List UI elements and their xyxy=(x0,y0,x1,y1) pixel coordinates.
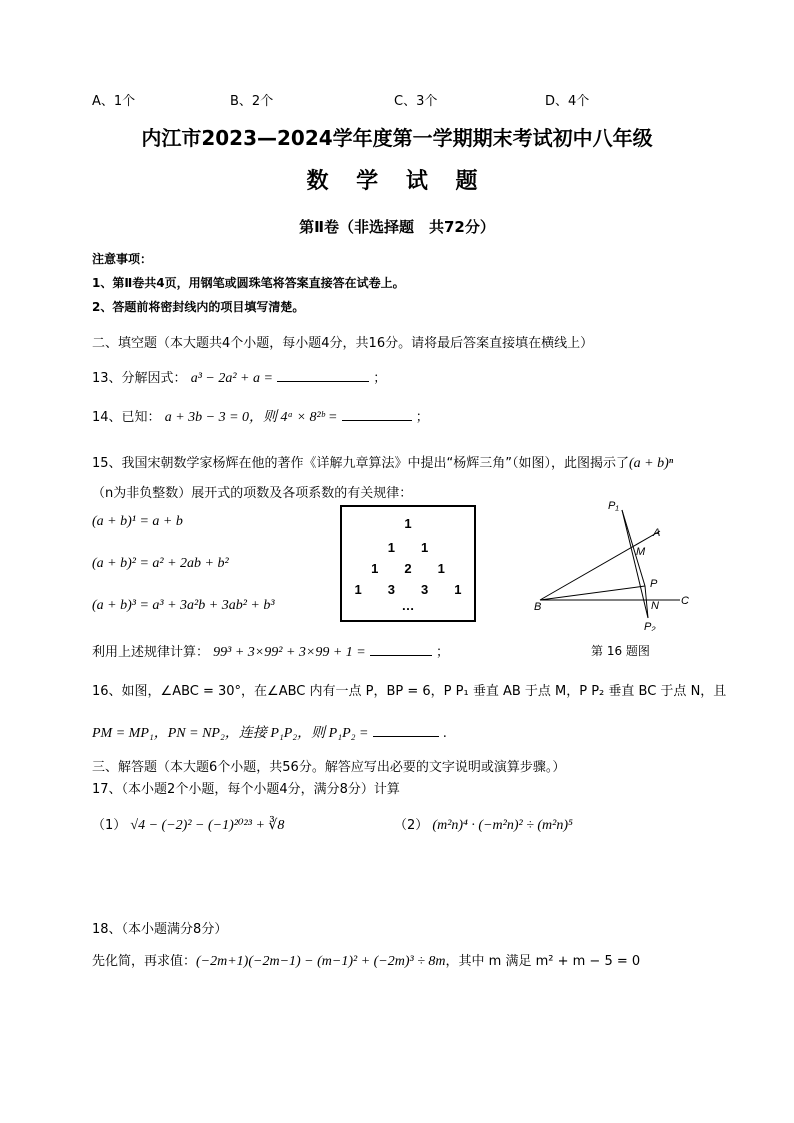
label-p1: P₁ xyxy=(608,500,619,512)
q16-label: 16、如图， xyxy=(92,684,161,699)
q18-text-a: 先化简，再求值： xyxy=(92,954,197,969)
q13-answer-blank[interactable] xyxy=(277,367,369,382)
q15-answer-blank[interactable] xyxy=(370,641,432,656)
label-a: A xyxy=(653,527,661,539)
q13-expression: a³ − 2a² + a = xyxy=(190,371,273,386)
triangle-row-1: 1 xyxy=(404,516,412,531)
triangle-row-5: … xyxy=(401,598,415,613)
q18-expression: (−2m+1)(−2m−1) − (m−1)² + (−2m)³ ÷ 8m xyxy=(196,954,446,969)
question-16-line-1 xyxy=(92,680,726,699)
label-n: N xyxy=(651,600,659,612)
q18-problem xyxy=(92,950,640,970)
figure-16-caption: 第 16 题图 xyxy=(591,644,650,658)
q18-heading: 18、（本小题满分8分） xyxy=(92,922,228,937)
q15-line-2: （n为非负整数）展开式的项数及各项系数的有关规律： xyxy=(92,486,413,501)
q15-end: ； xyxy=(436,645,450,660)
q17-part-2-label: （2） xyxy=(394,818,429,833)
notice-item-2: 2、答题前将密封线内的项目填写清楚。 xyxy=(92,300,305,314)
label-c: C xyxy=(681,595,689,607)
q15-text: 15、我国宋朝数学家杨辉在他的著作《详解九章算法》中提出“杨辉三角”（如图），此图揭示了 xyxy=(92,456,630,471)
q14-label: 14、已知： xyxy=(92,410,161,425)
q15-calc-expression: 99³ + 3×99² + 3×99 + 1 = xyxy=(213,645,366,660)
q16-end: . xyxy=(442,726,447,741)
q17-part-1-label: （1） xyxy=(92,818,127,833)
label-p: P xyxy=(650,578,658,590)
q13-label: 13、分解因式： xyxy=(92,371,187,386)
part-title: 第Ⅱ卷（非选择题 共72分） xyxy=(299,218,495,236)
option-b: B、2个 xyxy=(230,94,274,109)
q16-text: ∠ABC = 30°，在∠ABC 内有一点 P，BP = 6，P P₁ 垂直 AB 于点 M，P P₂ 垂直 BC 于点 N，且 xyxy=(160,684,727,699)
q14-end: ； xyxy=(415,410,429,425)
q14-expression: a + 3b − 3 = 0，则 4ᵃ × 8²ᵇ = xyxy=(164,410,338,425)
q15-equation-3: (a + b)³ = a³ + 3a²b + 3ab² + b³ xyxy=(92,598,275,613)
q18-text-b: ，其中 m 满足 m² + m − 5 = 0 xyxy=(445,954,641,969)
question-16-line-2 xyxy=(92,722,447,742)
q17-part-2 xyxy=(394,814,573,834)
notice-item-1: 1、第Ⅱ卷共4页，用钢笔或圆珠笔将答案直接答在试卷上。 xyxy=(92,276,405,290)
segment-bp xyxy=(540,586,645,600)
q14-answer-blank[interactable] xyxy=(342,406,412,421)
q17-part-1 xyxy=(92,814,284,834)
section-2-heading: 二、填空题（本大题共4个小题，每小题4分，共16分。请将最后答案直接填在横线上） xyxy=(92,336,594,351)
q16-line-2-text: PM = MP₁，PN = NP₂，连接 P₁P₂，则 P₁P₂ = xyxy=(92,726,369,741)
triangle-row-4: 1 3 3 1 xyxy=(354,582,462,597)
ray-ba xyxy=(540,531,660,600)
segment-p1-p2 xyxy=(622,510,648,618)
question-13 xyxy=(92,367,386,387)
question-14 xyxy=(92,406,429,426)
label-p2: P₂ xyxy=(644,621,656,631)
option-a: A、1个 xyxy=(92,94,136,109)
yang-hui-triangle-box xyxy=(340,505,476,622)
q15-calc-label: 利用上述规律计算： xyxy=(92,645,210,660)
label-b: B xyxy=(534,601,542,613)
q17-heading: 17、（本小题2个小题，每个小题4分，满分8分）计算 xyxy=(92,782,400,797)
question-15-line-1 xyxy=(92,452,673,472)
q15-equation-1: (a + b)¹ = a + b xyxy=(92,514,183,529)
subject-title: 数 学 试 题 xyxy=(306,169,488,194)
q17-part-2-expression: (m²n)⁴ · (−m²n)² ÷ (m²n)⁵ xyxy=(432,818,573,833)
option-d: D、4个 xyxy=(545,94,590,109)
notice-heading: 注意事项： xyxy=(92,252,153,266)
q16-answer-blank[interactable] xyxy=(373,722,439,737)
triangle-row-2: 1 1 xyxy=(387,540,429,555)
option-c: C、3个 xyxy=(394,94,438,109)
q13-end: ； xyxy=(373,371,387,386)
exam-title: 内江市2023—2024学年度第一学期期末考试初中八年级 xyxy=(141,126,653,150)
label-m: M xyxy=(636,546,646,558)
section-3-heading: 三、解答题（本大题6个小题，共56分。解答应写出必要的文字说明或演算步骤。） xyxy=(92,760,566,775)
figure-16 xyxy=(520,496,720,631)
q17-part-1-expression: √4 − (−2)² − (−1)²⁰²³ + ∛8 xyxy=(130,818,285,833)
q15-expression: (a + b)ⁿ xyxy=(629,456,674,471)
q15-equation-2: (a + b)² = a² + 2ab + b² xyxy=(92,556,229,571)
q15-calculation xyxy=(92,641,449,661)
triangle-row-3: 1 2 1 xyxy=(371,561,445,576)
